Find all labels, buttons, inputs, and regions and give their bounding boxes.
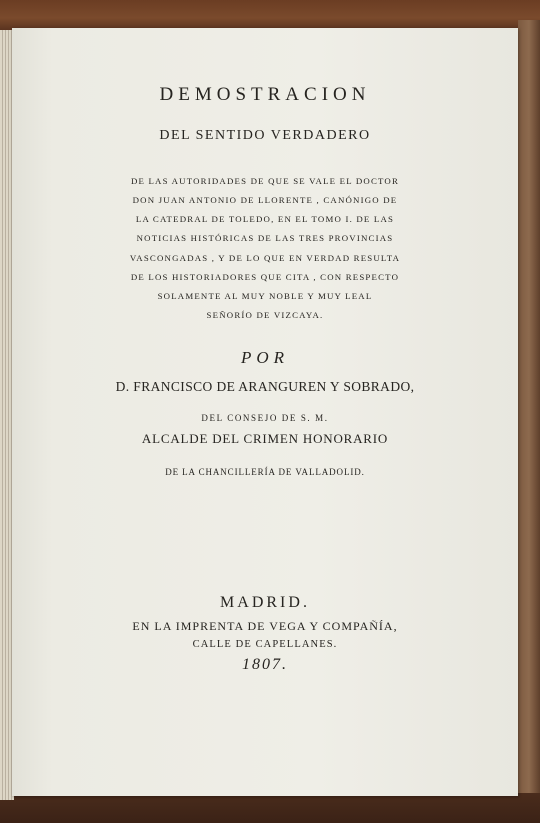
- description-line: DON JUAN ANTONIO DE LLORENTE , CANÓNIGO DE: [132, 195, 398, 205]
- book-cover-right: [518, 20, 540, 820]
- description-line: VASCONGADAS , Y DE LO QUE EN VERDAD RESULTA: [129, 253, 401, 263]
- book-cover-top: [0, 0, 540, 30]
- title-page: [12, 28, 518, 796]
- author-office: ALCALDE DEL CRIMEN HONORARIO: [141, 431, 389, 446]
- description-line: SOLAMENTE AL MUY NOBLE Y MUY LEAL: [157, 291, 373, 301]
- description-line: DE LOS HISTORIADORES QUE CITA , CON RESPECTO: [130, 272, 400, 282]
- author-name: D. FRANCISCO DE ARANGUREN Y SOBRADO,: [115, 379, 415, 394]
- author-court: DE LA CHANCILLERÍA DE VALLADOLID.: [165, 467, 365, 477]
- imprint-year: 1807.: [242, 656, 288, 673]
- author-council: DEL CONSEJO DE S. M.: [201, 413, 329, 423]
- book-cover-bottom: [0, 793, 540, 823]
- description-line: LA CATEDRAL DE TOLEDO, EN EL TOMO I. DE LAS: [135, 214, 395, 224]
- imprint-street: CALLE DE CAPELLANES.: [192, 639, 338, 650]
- by-label: POR: [240, 348, 290, 367]
- imprint-city: MADRID.: [220, 594, 310, 611]
- imprint-press: EN LA IMPRENTA DE VEGA Y COMPAÑÍA,: [132, 619, 398, 633]
- description-line: DE LAS AUTORIDADES DE QUE SE VALE EL DOCTOR: [130, 176, 400, 186]
- book-subtitle: DEL SENTIDO VERDADERO: [159, 128, 371, 143]
- description-line: NOTICIAS HISTÓRICAS DE LAS TRES PROVINCIAS: [136, 233, 394, 243]
- book-title: DEMOSTRACION: [159, 84, 371, 105]
- description-line: SEÑORÍO DE VIZCAYA.: [206, 310, 324, 320]
